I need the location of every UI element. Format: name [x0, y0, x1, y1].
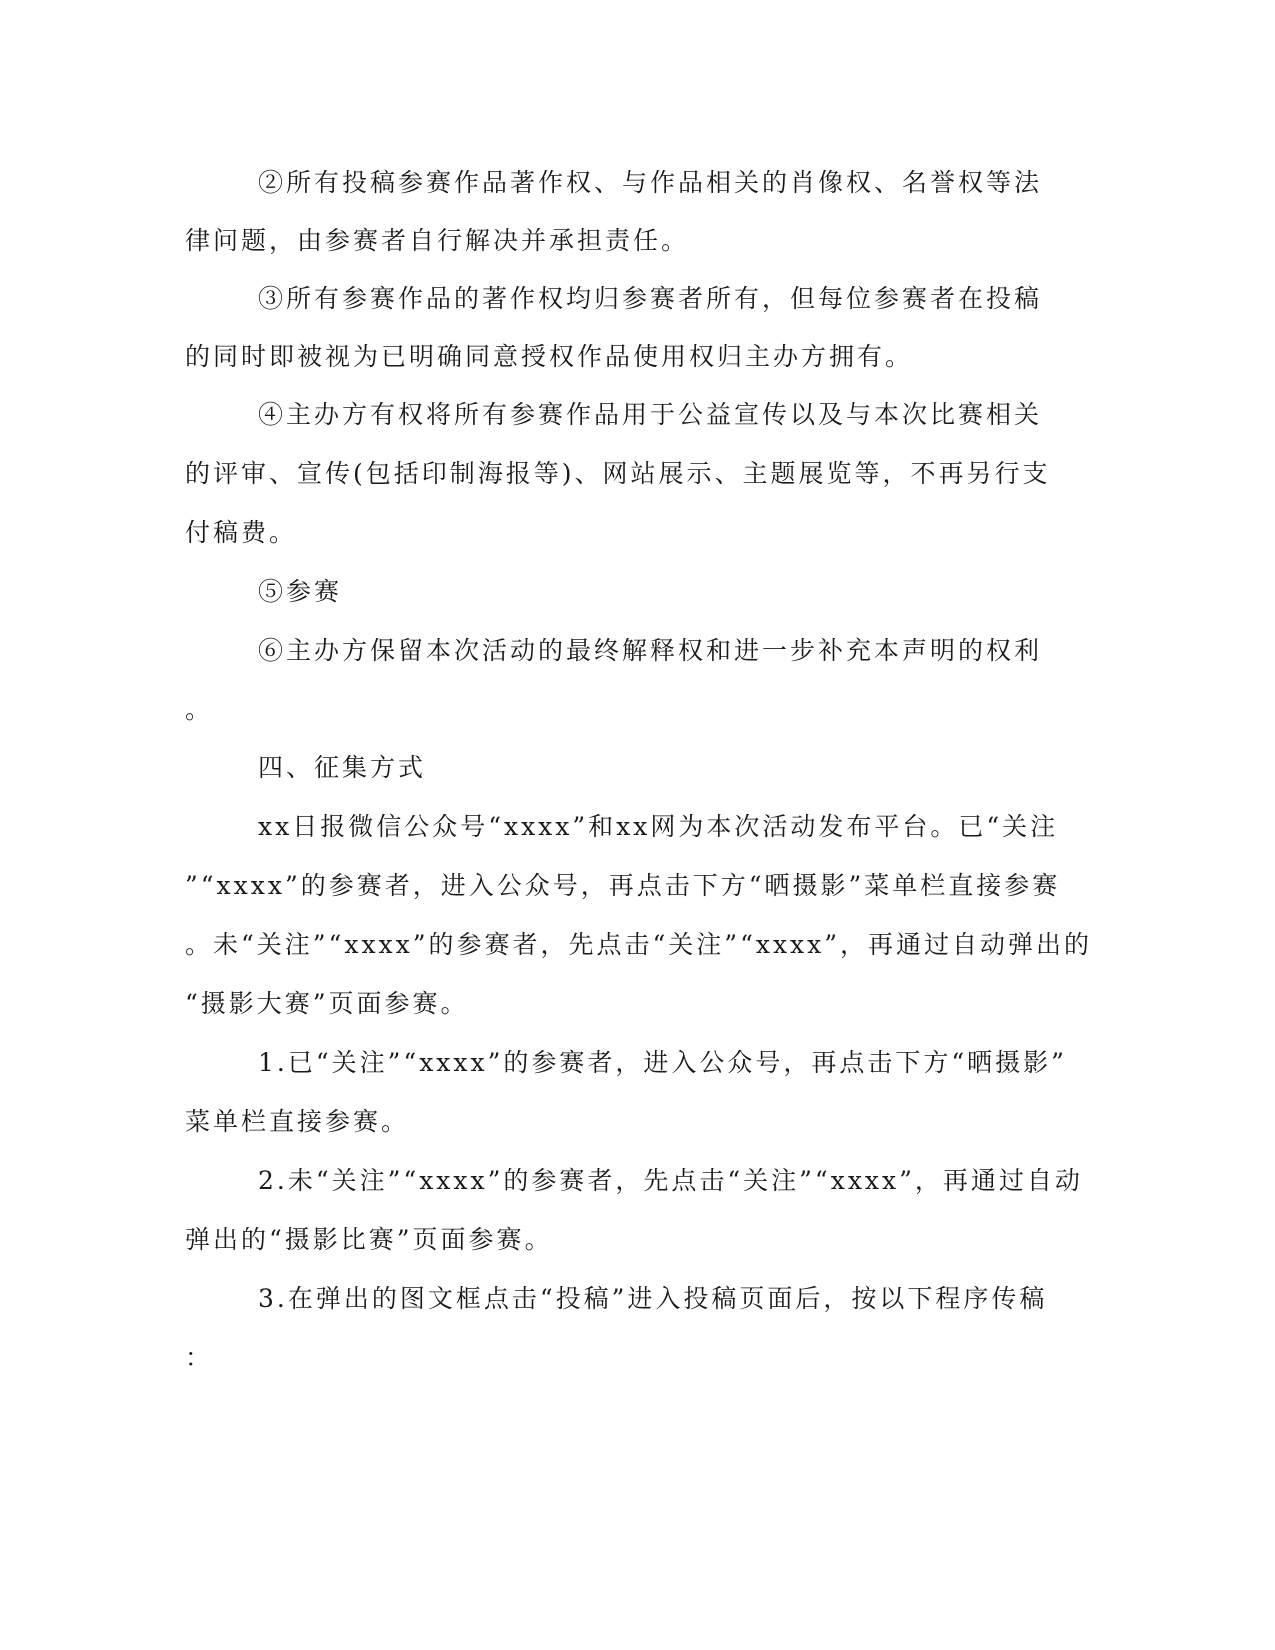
paragraph-3-line-1: ③所有参赛作品的著作权均归参赛者所有，但每位参赛者在投稿: [258, 284, 1043, 313]
collection-para-line-1: xx日报微信公众号“xxxx”和xx网为本次活动发布平台。已“关注: [258, 812, 1059, 841]
paragraph-2-line-2: 律问题，由参赛者自行解决并承担责任。: [185, 226, 690, 255]
item-3-line-2: ：: [185, 1343, 214, 1372]
item-1-line-2: 菜单栏直接参赛。: [185, 1107, 410, 1136]
paragraph-2-line-1: ②所有投稿参赛作品著作权、与作品相关的肖像权、名誉权等法: [258, 168, 1043, 197]
paragraph-4-line-3: 付稿费。: [185, 518, 298, 547]
collection-para-line-2: ”“xxxx”的参赛者，进入公众号，再点击下方“晒摄影”菜单栏直接参赛: [185, 871, 1061, 900]
paragraph-6-line-2: 。: [185, 695, 214, 724]
item-3-line-1: 3.在弹出的图文框点击“投稿”进入投稿页面后，按以下程序传稿: [258, 1284, 1048, 1313]
paragraph-6-line-1: ⑥主办方保留本次活动的最终解释权和进一步补充本声明的权利: [258, 636, 1043, 665]
paragraph-3-line-2: 的同时即被视为已明确同意授权作品使用权归主办方拥有。: [185, 342, 914, 371]
item-2-line-1: 2.未“关注”“xxxx”的参赛者，先点击“关注”“xxxx”，再通过自动: [258, 1166, 1083, 1195]
section-heading: 四、征集方式: [258, 753, 427, 782]
item-2-line-2: 弹出的“摄影比赛”页面参赛。: [185, 1225, 553, 1254]
collection-para-line-3: 。未“关注”“xxxx”的参赛者，先点击“关注”“xxxx”，再通过自动弹出的: [185, 930, 1093, 959]
paragraph-4-line-2: 的评审、宣传(包括印制海报等)、网站展示、主题展览等，不再另行支: [185, 459, 1051, 488]
paragraph-5-line-1: ⑤参赛: [258, 577, 343, 606]
paragraph-4-line-1: ④主办方有权将所有参赛作品用于公益宣传以及与本次比赛相关: [258, 400, 1043, 429]
collection-para-line-4: “摄影大赛”页面参赛。: [185, 989, 469, 1018]
item-1-line-1: 1.已“关注”“xxxx”的参赛者，进入公众号，再点击下方“晒摄影”: [258, 1048, 1067, 1077]
